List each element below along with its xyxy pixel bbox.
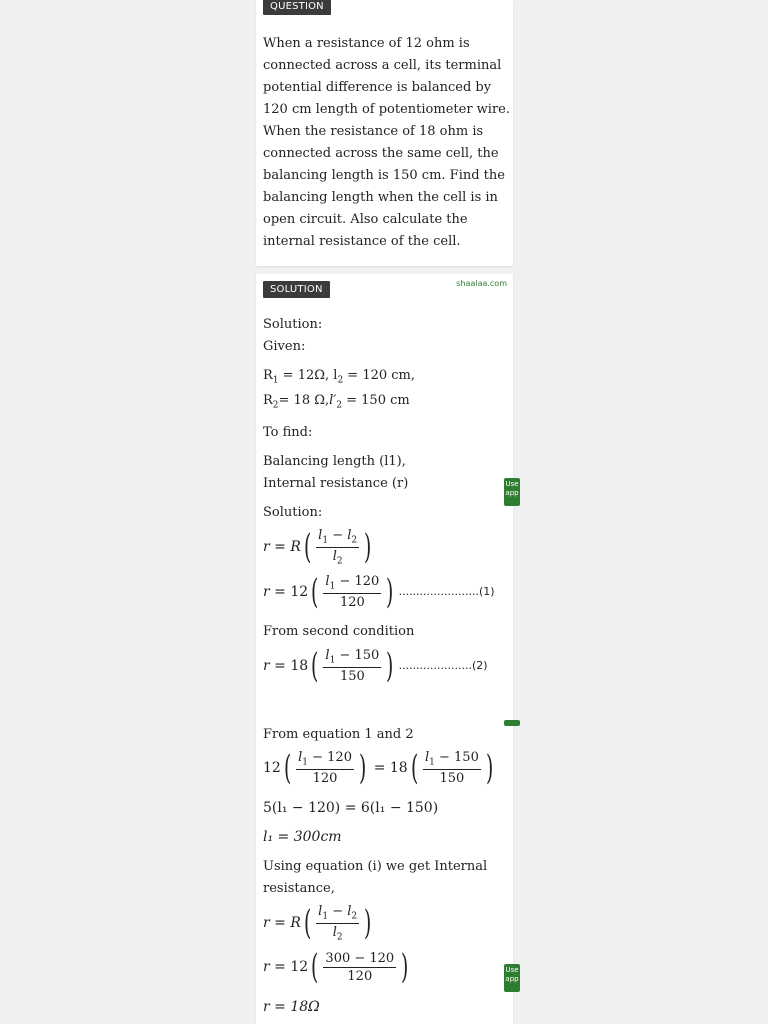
formula-r-repeat: r = R ( $\frac{l_1 - l_2}{l_2}$ ) [263,903,372,944]
use-app-tab-2[interactable]: Use app [504,964,520,992]
brand-link[interactable]: shaalaa.com [456,279,507,288]
question-text: When a resistance of 12 ohm is connected across a cell, its terminal potential difference is balanced by 120 cm length of potentiometer wire. When the resistance of 18 ohm is connected across the same cell, the balancing length is 150 cm. Find the balancing length when the cell is in open circuit. Also calculate the internal resistance of the cell. [263,36,510,249]
using-equation-text: Using equation (i) we get Internal resistance, [263,859,488,896]
given-line-1: $R_1 = 12\Omega$, $l_2 = 120$ cm, [263,368,416,386]
step-equation: 5(l₁ − 120) = 6(l₁ − 150) [263,800,439,816]
use-app-tab-1[interactable]: Use app [504,478,520,506]
final-result: r = 18Ω [263,999,320,1015]
solution-label-2: Solution: [263,505,323,520]
to-find-label: To find: [263,425,313,440]
formula-r: r = R ( $\frac{l_1 - l_2}{l_2}$ ) [263,527,372,568]
find-line-1: Balancing length (l1), [263,454,406,469]
question-card [256,0,513,266]
combined-equation: 12 ( $\frac{l_1 - 120}{120}$ ) = 18 ( $\frac{l_1 - 150}{150}$ ) [263,747,494,788]
from-equation-label: From equation 1 and 2 [263,727,414,742]
given-label: Given: [263,339,306,354]
question-badge: QUESTION [263,0,331,15]
equation-1: r = 12 ( $\frac{l_1 - 120}{120}$ ) .......................(1) [263,571,495,612]
given-line-2: $R_2= 18$ $\Omega,l'_2 = 150$ cm [263,393,410,411]
solution-badge: SOLUTION [263,281,330,298]
side-tab-sliver[interactable] [504,720,520,726]
find-line-2: Internal resistance (r) [263,476,409,491]
solution-label: Solution: [263,317,323,332]
second-condition-label: From second condition [263,624,415,639]
equation-2: r = 18 ( $\frac{l_1 - 150}{150}$ ) .....................(2) [263,645,488,686]
substitution-equation: r = 12 ( $\frac{300 - 120}{120}$ ) [263,947,409,987]
result-l1: l₁ = 300cm [263,829,342,845]
solution-card [256,274,513,1024]
